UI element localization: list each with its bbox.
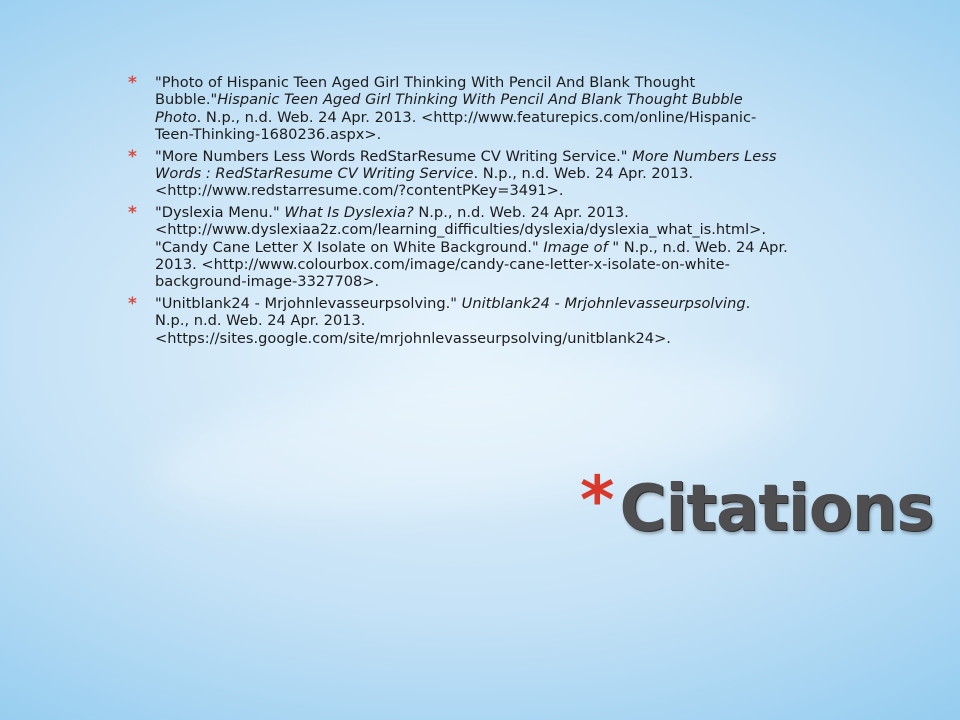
slide-title-text: Citations (619, 472, 934, 546)
citation-source-title: "Photo of Hispanic Teen Aged Girl Thinking With Pencil And Blank Thought Bubble." (155, 74, 696, 109)
citation-publication-info-2: " N.p., n.d. Web. 24 Apr. 2013. <http://www.colourbox.com/image/candy-cane-letter-x-isolate-on-white-background-image-3327708>. (155, 238, 788, 291)
citation-work-title: Hispanic Teen Aged Girl Thinking With Pencil And Blank Thought Bubble Photo (155, 91, 743, 126)
citation-publication-info: . N.p., n.d. Web. 24 Apr. 2013. <https://sites.google.com/site/mrjohnlevasseurpsolving/unitblank24>. (155, 294, 751, 347)
citation-publication-info: N.p., n.d. Web. 24 Apr. 2013. <http://www.dyslexiaa2z.com/learning_difficulties/dyslexia/dyslexia_what_is.html>. "Candy Cane Letter X Isolate on White Background." (155, 203, 767, 256)
citation-list (128, 74, 788, 351)
citation-work-title: What Is Dyslexia? (284, 203, 414, 221)
asterisk-bullet-icon: * (128, 202, 137, 223)
citation-item (128, 74, 788, 144)
citation-publication-info: . N.p., n.d. Web. 24 Apr. 2013. <http://www.featurepics.com/online/Hispanic-Teen-Thinking-1680236.aspx>. (155, 108, 757, 144)
title-asterisk-icon: * (580, 462, 615, 539)
citation-source-title: "More Numbers Less Words RedStarResume CV Writing Service." (155, 147, 633, 165)
asterisk-bullet-icon: * (128, 146, 137, 167)
citation-source-title: "Unitblank24 - Mrjohnlevasseurpsolving." (155, 294, 462, 312)
citation-work-title-2: Image of (543, 238, 608, 256)
slide-title (580, 464, 933, 560)
asterisk-bullet-icon: * (128, 73, 137, 93)
citation-work-title: Unitblank24 - Mrjohnlevasseurpsolving (461, 294, 746, 312)
citation-work-title: More Numbers Less Words : RedStarResume CV Writing Service (155, 147, 777, 183)
citation-item (128, 295, 788, 347)
citation-publication-info: . N.p., n.d. Web. 24 Apr. 2013. <http://www.redstarresume.com/?contentPKey=3491>. (155, 165, 694, 200)
asterisk-bullet-icon: * (128, 293, 137, 314)
citation-item (128, 204, 788, 291)
citation-source-title: "Dyslexia Menu." (155, 203, 285, 221)
citation-item (128, 148, 788, 200)
